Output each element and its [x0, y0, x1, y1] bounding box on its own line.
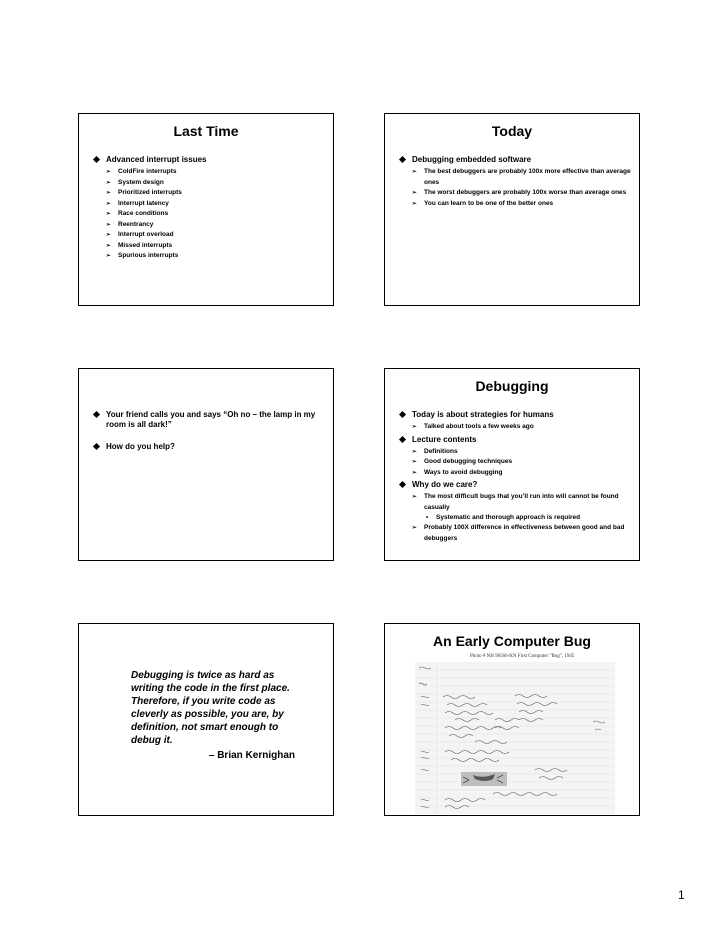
slide-title: An Early Computer Bug	[433, 633, 591, 649]
slide-content	[399, 155, 631, 209]
slide-title: Debugging	[475, 378, 549, 394]
bullet: Today is about strategies for humans	[399, 410, 631, 420]
kernighan-quote	[131, 669, 301, 762]
sub-bullet: ➢ System design	[93, 178, 325, 189]
bullet: How do you help?	[93, 442, 325, 452]
sub-bullet: ➢ Interrupt overload	[93, 230, 325, 241]
sub-bullet: ➢ The best debuggers are probably 100x more effective than average ones	[399, 167, 631, 188]
slide-title: Last Time	[173, 123, 239, 139]
quote-text: Debugging is twice as hard as writing the code in the first place. Therefore, if you write code as cleverly as possible, you are, by definition, not smart enough to debug it.	[131, 670, 290, 746]
photo-caption: Photo # NH 96566-KN First Computer "Bug", 1945	[470, 654, 575, 659]
sub-bullet: ➢ Race conditions	[93, 209, 325, 220]
logbook-photo	[415, 662, 615, 816]
sub-bullet: ➢ ColdFire interrupts	[93, 167, 325, 178]
page-number: 1	[678, 888, 685, 902]
quote-attribution: – Brian Kernighan	[208, 750, 295, 761]
sub-bullet: ➢ Good debugging techniques	[399, 457, 631, 468]
bullet: Why do we care?	[399, 480, 631, 490]
slide-content	[93, 155, 325, 262]
slide-content	[93, 410, 325, 454]
bullet: Debugging embedded software	[399, 155, 631, 165]
bullet: Lecture contents	[399, 435, 631, 445]
logbook-page-image	[415, 662, 615, 814]
slide-last-time	[78, 113, 334, 306]
bullet: Your friend calls you and says “Oh no – the lamp in my room is all dark!”	[93, 410, 325, 430]
slide-title: Today	[491, 123, 533, 139]
slide-today	[384, 113, 640, 306]
sub-bullet: ➢ Interrupt latency	[93, 199, 325, 210]
sub-bullet: ➢ Spurious interrupts	[93, 251, 325, 262]
sub-bullet: ➢ Ways to avoid debugging	[399, 468, 631, 479]
sub-sub-bullet: • Systematic and thorough approach is required	[399, 513, 631, 523]
sub-bullet: ➢ Talked about tools a few weeks ago	[399, 422, 631, 433]
slide-content	[399, 410, 631, 544]
sub-bullet: ➢ The most difficult bugs that you’ll run into will cannot be found casually	[399, 492, 631, 513]
slide-lamp-question	[78, 368, 334, 561]
sub-bullet: ➢ Reentrancy	[93, 220, 325, 231]
sub-bullet: ➢ Definitions	[399, 447, 631, 458]
sub-bullet: ➢ Probably 100X difference in effectiveness between good and bad debuggers	[399, 523, 631, 544]
sub-bullet: ➢ Prioritized interrupts	[93, 188, 325, 199]
bullet: Advanced interrupt issues	[93, 155, 325, 165]
slide-debugging	[384, 368, 640, 561]
slide-quote	[78, 623, 334, 816]
slide-early-computer-bug	[384, 623, 640, 816]
sub-bullet: ➢ Missed interrupts	[93, 241, 325, 252]
sub-bullet: ➢ The worst debuggers are probably 100x worse than average ones	[399, 188, 631, 199]
sub-bullet: ➢ You can learn to be one of the better ones	[399, 199, 631, 210]
